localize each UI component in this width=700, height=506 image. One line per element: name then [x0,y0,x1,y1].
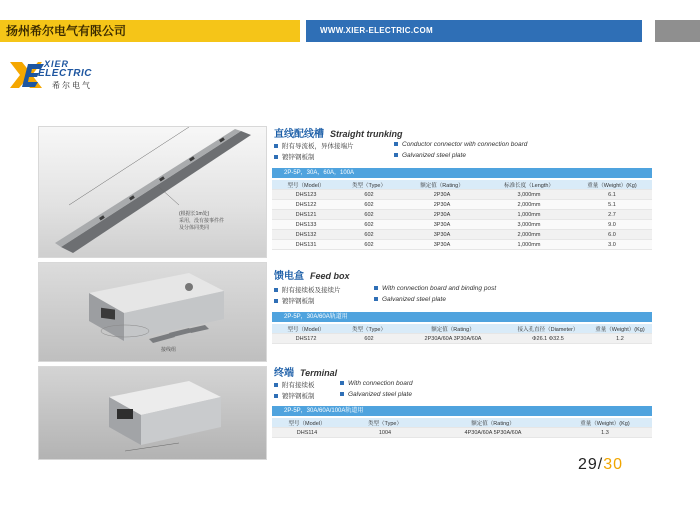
feedbox-caption: 接线组 [161,347,177,353]
table-row: DHS123 602 2P30A 3,000mm 6.1 [272,190,652,200]
table-row: DHS172 602 2P30A/60A 3P30A/60A Φ26.1 Φ32.5 1.2 [272,334,652,344]
feature-en: With connection board and binding post [374,285,496,292]
section-title-terminal: 终端 Terminal [274,368,338,379]
table-header-row: 型号（Model） 类型（Type） 额定值（Rating） 重量（Weight）(Kg) [272,418,652,428]
logo-brand: XIER [44,59,70,69]
trunking-illustration-icon [39,127,266,257]
trunking-spec-table [272,180,652,250]
feature-en: Galvanized steel plate [394,152,466,159]
feature-cn: 镀锌钢板制 [274,391,315,400]
feedbox-photo [38,262,267,362]
table-title-trunking: 2P-5P，30A，60A，100A [272,168,652,178]
table-header-row: 型号（Model） 类型（Type） 额定值（Rating） 接入孔直径（Diameter） 重量（Weight）(Kg) [272,324,652,334]
table-row: DHS122 602 2P30A 2,000mm 5.1 [272,200,652,210]
feature-en: With connection board [340,380,413,387]
feedbox-illustration-icon [39,263,266,361]
trunking-photo [38,126,267,258]
feature-cn: 附有接续板 [274,380,315,389]
section-title-trunking: 直线配线槽 Straight trunking [274,129,403,140]
feature-cn: 镀锌钢板制 [274,152,315,161]
table-row: DHS121 602 2P30A 1,000mm 2.7 [272,210,652,220]
table-row: DHS132 602 3P30A 2,000mm 6.0 [272,230,652,240]
company-name: 扬州希尔电气有限公司 [6,24,127,38]
feature-en: Galvanized steel plate [374,296,446,303]
page-number: 29/30 [578,456,624,473]
logo-brand-sub: ELECTRIC [38,68,92,79]
terminal-spec-table [272,418,652,438]
feature-en: Galvanized steel plate [340,391,412,398]
header-gray-block [655,20,700,42]
table-row: DHS131 602 3P30A 1,000mm 3.0 [272,240,652,250]
terminal-photo [38,366,267,460]
table-row: DHS133 602 3P30A 3,000mm 9.0 [272,220,652,230]
website-url[interactable]: WWW.XIER-ELECTRIC.COM [320,26,433,35]
table-title-terminal: 2P-5P，30A/60A/100A轨道用 [272,406,652,416]
feedbox-spec-table [272,324,652,344]
table-header-row: 型号（Model） 类型（Type） 额定值（Rating） 标准长度（Length） 重量（Weight）(Kg) [272,180,652,190]
table-row: DHS114 1004 4P30A/60A 5P30A/60A 1.3 [272,428,652,438]
section-title-feedbox: 馈电盒 Feed box [274,271,350,282]
trunking-caption: (根据长1m处) 采用，没有接事件件 及分体同类同 [179,211,225,231]
feature-en: Conductor connector with connection board [394,141,527,148]
logo-chinese: 希尔电气 [52,81,92,90]
feature-cn: 附有导流板，异体接端片 [274,141,354,150]
feature-cn: 镀锌钢板制 [274,296,315,305]
feature-cn: 附有接续板及接续片 [274,285,341,294]
table-title-feedbox: 2P-5P，30A/60A轨道用 [272,312,652,322]
terminal-illustration-icon [39,367,266,459]
